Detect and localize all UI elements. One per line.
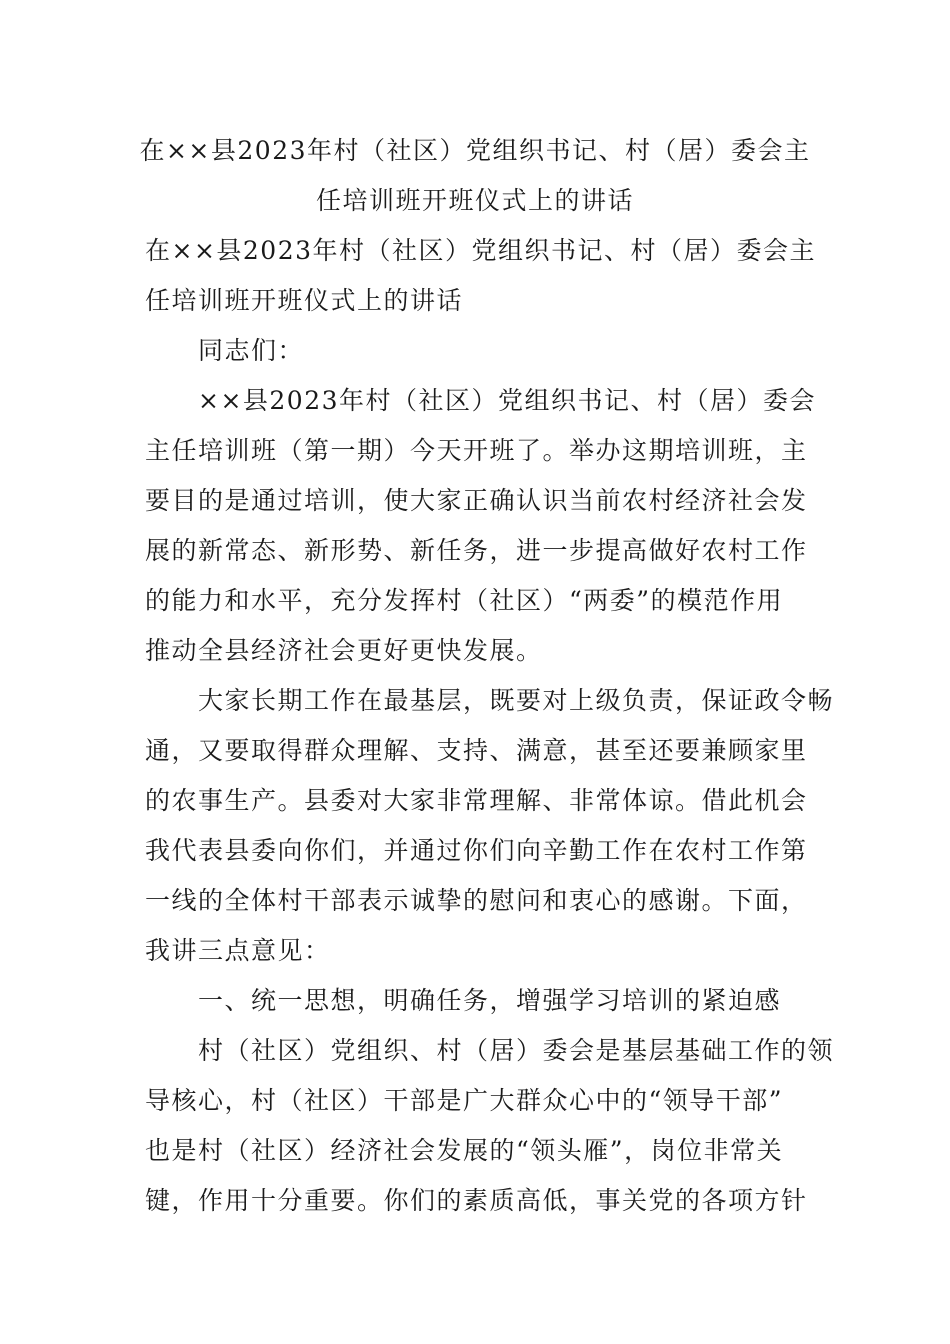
body-line: 要目的是通过培训，使大家正确认识当前农村经济社会发 (145, 486, 808, 515)
section-heading: 一、统一思想，明确任务，增强学习培训的紧迫感 (145, 986, 782, 1015)
body-line: 一线的全体村干部表示诚挚的慰问和衷心的感谢。下面， (145, 886, 808, 915)
body-line: 的农事生产。县委对大家非常理解、非常体谅。借此机会 (145, 786, 808, 815)
body-line: 村（社区）党组织、村（居）委会是基层基础工作的领 (145, 1036, 835, 1065)
body-line: 键，作用十分重要。你们的素质高低，事关党的各项方针 (145, 1186, 808, 1215)
body-line: 同志们： (145, 336, 305, 365)
body-line: 我代表县委向你们，并通过你们向辛勤工作在农村工作第 (145, 836, 808, 865)
body-line: ××县2023年村（社区）党组织书记、村（居）委会 (145, 386, 817, 415)
title-line-2: 任培训班开班仪式上的讲话 (315, 186, 634, 215)
body-line: 展的新常态、新形势、新任务，进一步提高做好农村工作 (145, 536, 808, 565)
body-line: 我讲三点意见： (145, 936, 331, 965)
document-title (100, 126, 850, 226)
body-line: 在××县2023年村（社区）党组织书记、村（居）委会主 (145, 236, 817, 265)
body-line: 任培训班开班仪式上的讲话 (145, 286, 464, 315)
body-line: 导核心，村（社区）干部是广大群众心中的“领导干部” (145, 1086, 784, 1115)
body-line: 大家长期工作在最基层，既要对上级负责，保证政令畅 (145, 686, 835, 715)
title-line-1: 在××县2023年村（社区）党组织书记、村（居）委会主 (139, 136, 811, 165)
body-line: 的能力和水平，充分发挥村（社区）“两委”的模范作用 (145, 586, 784, 615)
body-line: 也是村（社区）经济社会发展的“领头雁”，岗位非常关 (145, 1136, 784, 1165)
body-line: 通，又要取得群众理解、支持、满意，甚至还要兼顾家里 (145, 736, 808, 765)
body-line: 推动全县经济社会更好更快发展。 (145, 636, 543, 665)
body-line: 主任培训班（第一期）今天开班了。举办这期培训班，主 (145, 436, 808, 465)
